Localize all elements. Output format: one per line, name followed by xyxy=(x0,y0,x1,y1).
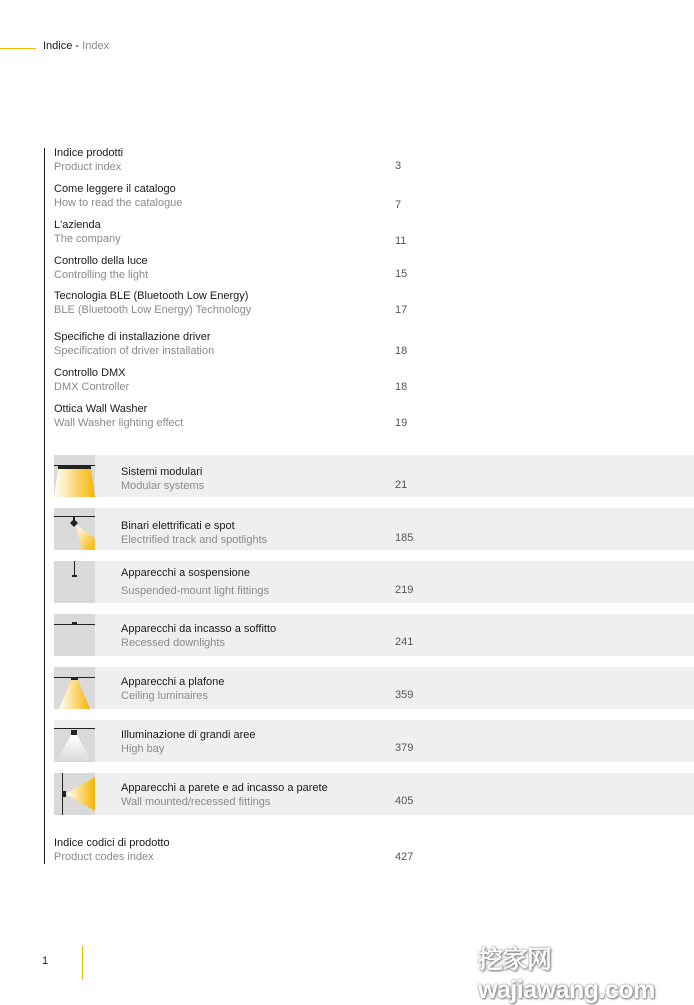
section-suspended[interactable] xyxy=(54,561,694,603)
entry-page: 18 xyxy=(395,381,408,393)
entry-title-en: Product codes index xyxy=(54,851,154,863)
section-track-spotlights[interactable] xyxy=(54,508,694,550)
section-page: 219 xyxy=(395,584,414,596)
section-title-en: Suspended-mount light fittings xyxy=(121,585,269,597)
section-title-en: Modular systems xyxy=(121,480,205,492)
section-title: Binari elettrificati e spot xyxy=(121,520,235,532)
entry-page: 427 xyxy=(395,851,414,863)
header-accent-line xyxy=(0,48,36,49)
header-separator: - xyxy=(75,40,80,52)
toc-entry-wall-washer[interactable] xyxy=(54,402,434,430)
entry-title-en: Controlling the light xyxy=(54,269,149,281)
section-modular-systems[interactable] xyxy=(54,455,694,497)
modular-system-icon xyxy=(54,455,95,497)
section-title: Illuminazione di grandi aree xyxy=(121,729,256,741)
entry-page: 3 xyxy=(395,160,402,172)
entry-title-en: BLE (Bluetooth Low Energy) Technology xyxy=(54,304,252,316)
section-title: Apparecchi a plafone xyxy=(121,676,225,688)
entry-title: Specifiche di installazione driver xyxy=(54,331,211,343)
wall-mounted-icon xyxy=(54,773,95,815)
section-title: Apparecchi da incasso a soffitto xyxy=(121,623,277,635)
toc-entry-product-codes[interactable] xyxy=(54,836,434,864)
toc-entry-ble[interactable] xyxy=(54,289,434,317)
entry-title-en: DMX Controller xyxy=(54,381,130,393)
section-title-en: Ceiling luminaires xyxy=(121,690,208,702)
section-title: Sistemi modulari xyxy=(121,466,203,478)
section-title-en: High bay xyxy=(121,743,165,755)
entry-title: Controllo DMX xyxy=(54,367,126,379)
entry-title-en: Specification of driver installation xyxy=(54,345,215,357)
section-title-en: Wall mounted/recessed fittings xyxy=(121,796,271,808)
entry-title: Tecnologia BLE (Bluetooth Low Energy) xyxy=(54,290,249,302)
high-bay-icon xyxy=(54,720,95,762)
entry-title-en: Wall Washer lighting effect xyxy=(54,417,184,429)
entry-title-en: The company xyxy=(54,233,121,245)
toc-entry-light-control[interactable] xyxy=(54,254,434,282)
section-page: 359 xyxy=(395,689,414,701)
page-number: 1 xyxy=(42,955,49,967)
page-header xyxy=(43,40,109,52)
section-title-en: Electrified track and spotlights xyxy=(121,534,268,546)
toc-vertical-line xyxy=(44,148,45,864)
section-page: 379 xyxy=(395,742,414,754)
entry-page: 7 xyxy=(395,199,402,211)
recessed-downlight-icon xyxy=(54,614,95,656)
section-page: 21 xyxy=(395,479,408,491)
entry-page: 17 xyxy=(395,304,408,316)
entry-page: 11 xyxy=(395,235,407,247)
entry-title-en: Product index xyxy=(54,161,122,173)
suspension-icon xyxy=(54,561,95,603)
toc-entry-driver[interactable] xyxy=(54,330,434,358)
entry-title: Controllo della luce xyxy=(54,255,148,267)
section-recessed-downlights[interactable] xyxy=(54,614,694,656)
section-page: 185 xyxy=(395,532,414,544)
header-title-en: Index xyxy=(82,40,110,52)
entry-page: 15 xyxy=(395,268,408,280)
ceiling-luminaire-icon xyxy=(54,667,95,709)
entry-title: Come leggere il catalogo xyxy=(54,183,176,195)
section-page: 241 xyxy=(395,636,414,648)
toc-entry-company[interactable] xyxy=(54,218,434,246)
entry-title: L'azienda xyxy=(54,219,101,231)
entry-page: 18 xyxy=(395,345,408,357)
toc-entry-product-index[interactable] xyxy=(54,146,434,174)
entry-title: Indice prodotti xyxy=(54,147,124,159)
section-title: Apparecchi a parete e ad incasso a parete xyxy=(121,782,328,794)
section-title-en: Recessed downlights xyxy=(121,637,225,649)
header-title: Indice xyxy=(43,40,73,52)
section-ceiling-luminaires[interactable] xyxy=(54,667,694,709)
entry-title: Ottica Wall Washer xyxy=(54,403,148,415)
footer-accent-line xyxy=(82,946,83,980)
watermark: 挖家网 wajiawang.com xyxy=(478,946,655,1004)
toc-entry-dmx[interactable] xyxy=(54,366,434,394)
track-spotlight-icon xyxy=(54,508,95,550)
toc-entry-how-to-read[interactable] xyxy=(54,182,434,210)
entry-title: Indice codici di prodotto xyxy=(54,837,170,849)
entry-page: 19 xyxy=(395,417,408,429)
section-page: 405 xyxy=(395,795,414,807)
section-wall-mounted[interactable] xyxy=(54,773,694,815)
section-high-bay[interactable] xyxy=(54,720,694,762)
entry-title-en: How to read the catalogue xyxy=(54,197,183,209)
section-title: Apparecchi a sospensione xyxy=(121,567,251,579)
